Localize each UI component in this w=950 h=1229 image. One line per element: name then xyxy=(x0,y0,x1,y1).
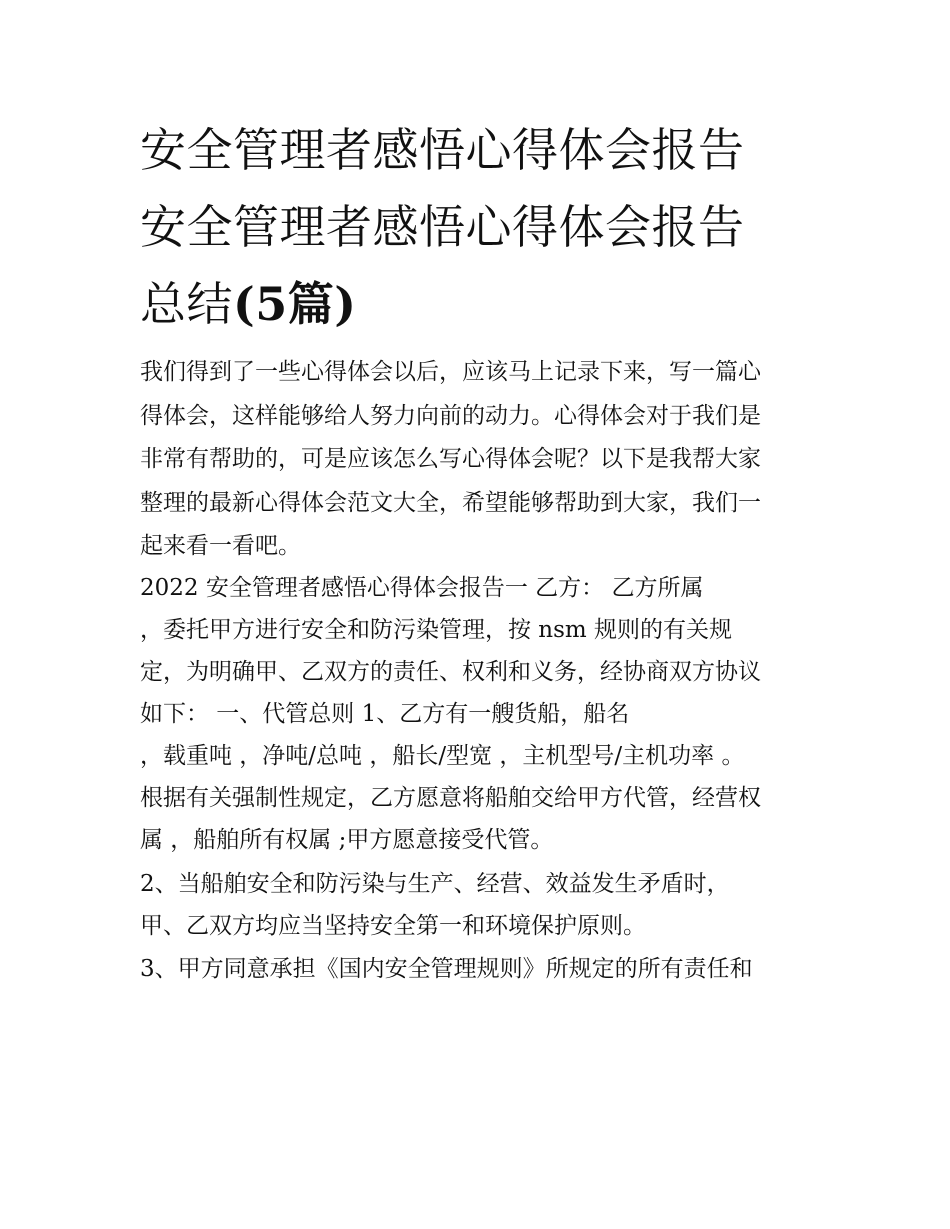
text-line: ，委托甲方进行安全和防污染管理，按 nsm 规则的有关规 xyxy=(140,617,733,643)
text-line: ，载重吨 ，净吨/总吨 ，船长/型宽 ，主机型号/主机功率 。 xyxy=(140,743,745,769)
document-page xyxy=(140,112,820,986)
text-line: 根据有关强制性规定，乙方愿意将船舶交给甲方代管，经营权 xyxy=(140,785,761,811)
text-line: 2022 安全管理者感悟心得体会报告一 乙方： 乙方所属 xyxy=(140,575,704,601)
text-line: 3、甲方同意承担《国内安全管理规则》所规定的所有责任和 xyxy=(140,956,753,982)
text-line: 我们得到了一些心得体会以后，应该马上记录下来，写一篇心 xyxy=(140,359,761,385)
title-line: 安全管理者感悟心得体会报告 xyxy=(140,123,745,177)
title-count: (5篇) xyxy=(233,277,357,331)
document-body xyxy=(140,355,820,986)
text-line: 整理的最新心得体会范文大全，希望能够帮助到大家，我们一 xyxy=(140,489,761,516)
title-line-text: 总结 xyxy=(140,277,233,331)
title-line-last xyxy=(140,266,820,343)
text-line: 属 ，船舶所有权属 ;甲方愿意接受代管。 xyxy=(140,827,554,853)
text-line: 定，为明确甲、乙双方的责任、权利和义务，经协商双方协议 xyxy=(140,659,761,685)
text-line: 起来看一看吧。 xyxy=(140,533,301,559)
text-line: 非常有帮助的，可是应该怎么写心得体会呢？以下是我帮大家 xyxy=(140,446,761,472)
text-line: 如下： 一、代管总则 1、乙方有一艘货船，船名 xyxy=(140,701,630,727)
document-title xyxy=(140,112,820,343)
text-line: 2、当船舶安全和防污染与生产、经营、效益发生矛盾时， xyxy=(140,870,730,897)
text-line: 甲、乙双方均应当坚持安全第一和环境保护原则。 xyxy=(140,912,646,939)
title-line: 安全管理者感悟心得体会报告 xyxy=(140,200,745,254)
text-line: 得体会，这样能够给人努力向前的动力。心得体会对于我们是 xyxy=(140,402,761,429)
